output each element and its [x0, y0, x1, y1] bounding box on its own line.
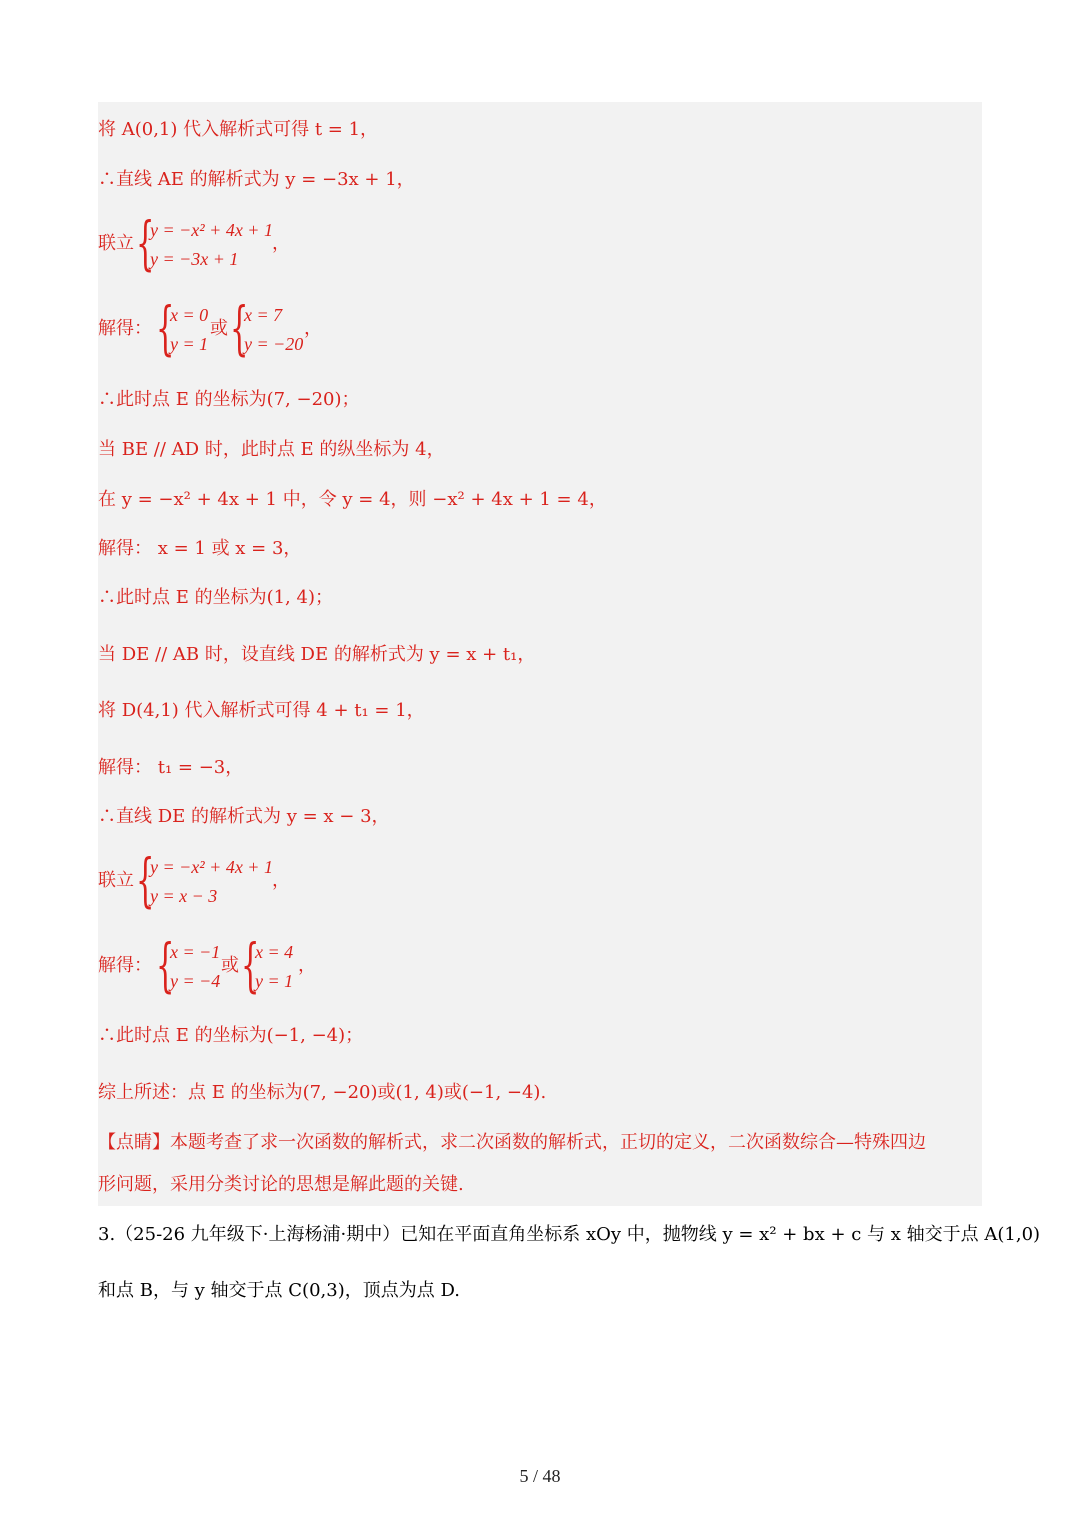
- solution-line-5: ∴此时点 E 的坐标为(7, −20)；: [98, 389, 360, 410]
- solution-line-8: 解得： x = 1 或 x = 3，: [98, 538, 302, 559]
- system-eq-1: y = −x² + 4x + 1: [150, 220, 273, 240]
- system-tail: ，: [272, 233, 290, 254]
- system-tail: ，: [272, 870, 290, 891]
- solution-a-2: y = −4: [170, 971, 221, 991]
- solution-a-1: x = 0: [170, 305, 209, 325]
- summary-line: 综上所述：点 E 的坐标为(7, −20)或(1, 4)或(−1, −4).: [98, 1082, 547, 1103]
- solution-line-2: ∴直线 AE 的解析式为 y = −3x + 1，: [98, 169, 415, 190]
- solution-line-12: 解得： t₁ = −3，: [98, 757, 244, 778]
- solution-b-1: x = 4: [255, 942, 294, 962]
- system-eq-2: y = x − 3: [150, 886, 218, 906]
- solution-line-1: 将 A(0,1) 代入解析式可得 t = 1，: [98, 119, 379, 140]
- solution-b-2: y = −20: [244, 334, 304, 354]
- solution-b-1: x = 7: [244, 305, 283, 325]
- solution-b-2: y = 1: [255, 971, 294, 991]
- brace-icon: {: [136, 209, 155, 277]
- solution-line-10: 当 DE // AB 时，设直线 DE 的解析式为 y = x + t₁，: [98, 644, 536, 665]
- solution-line-16: ∴此时点 E 的坐标为(−1, −4)；: [98, 1025, 364, 1046]
- brace-icon: {: [230, 294, 249, 362]
- solve-label: 解得：: [98, 318, 152, 339]
- comment-line-2: 形问题，采用分类讨论的思想是解此题的关键.: [98, 1174, 464, 1195]
- system-label: 联立: [98, 870, 134, 891]
- comment-line-1: 【点睛】本题考查了求一次函数的解析式，求二次函数的解析式，正切的定义，二次函数综合—特殊四边: [98, 1132, 926, 1153]
- brace-icon: {: [156, 294, 175, 362]
- solution-a-2: y = 1: [170, 334, 209, 354]
- or-word: 或: [210, 318, 228, 339]
- brace-icon: {: [241, 931, 260, 999]
- system-eq-2: y = −3x + 1: [150, 249, 239, 269]
- solve-label: 解得：: [98, 955, 152, 976]
- question-3-line-1: 3.（25-26 九年级下·上海杨浦·期中）已知在平面直角坐标系 xOy 中，抛物线 y = x² + bx + c 与 x 轴交于点 A(1,0): [98, 1224, 1041, 1245]
- solution-line-11: 将 D(4,1) 代入解析式可得 4 + t₁ = 1，: [98, 700, 425, 721]
- solution-a-1: x = −1: [170, 942, 221, 962]
- brace-icon: {: [156, 931, 175, 999]
- solution-tail: ，: [304, 318, 322, 339]
- system-eq-1: y = −x² + 4x + 1: [150, 857, 273, 877]
- or-word: 或: [221, 955, 239, 976]
- solution-line-13: ∴直线 DE 的解析式为 y = x − 3，: [98, 806, 390, 827]
- system-label: 联立: [98, 233, 134, 254]
- solution-tail: ，: [298, 955, 316, 976]
- brace-icon: {: [136, 846, 155, 914]
- question-3-line-2: 和点 B，与 y 轴交于点 C(0,3)，顶点为点 D.: [98, 1280, 460, 1301]
- solution-line-7: 在 y = −x² + 4x + 1 中，令 y = 4，则 −x² + 4x + 1 = 4，: [98, 489, 607, 510]
- solution-line-6: 当 BE // AD 时，此时点 E 的纵坐标为 4，: [98, 439, 445, 460]
- page-number: 5 / 48: [519, 1466, 561, 1486]
- solution-line-9: ∴此时点 E 的坐标为(1, 4)；: [98, 587, 333, 608]
